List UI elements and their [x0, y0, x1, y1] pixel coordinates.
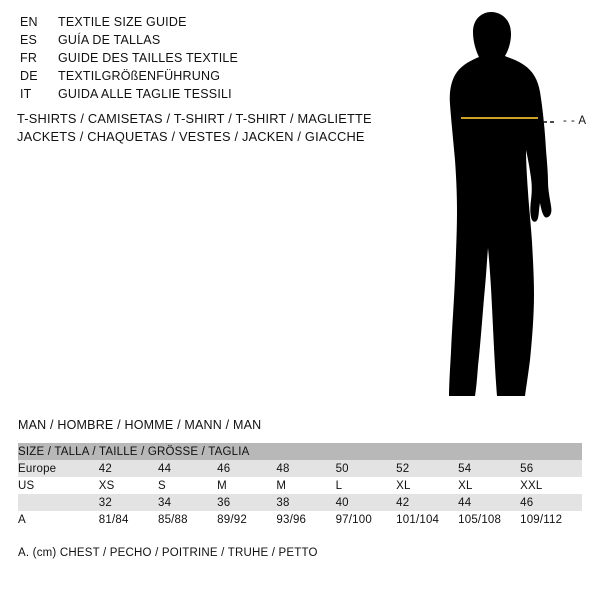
language-row [20, 69, 380, 87]
language-row [20, 33, 380, 51]
row-label: US [18, 479, 35, 492]
language-text: GUIDE DES TAILLES TEXTILE [58, 51, 239, 65]
category-jackets: JACKETS / CHAQUETAS / VESTES / JACKEN / GIACCHE [17, 129, 365, 144]
category-tshirts: T-SHIRTS / CAMISETAS / T-SHIRT / T-SHIRT / MAGLIETTE [17, 111, 372, 126]
language-row [20, 51, 380, 69]
language-code: FR [20, 51, 38, 65]
cell: 44 [458, 496, 472, 509]
cell: 54 [458, 462, 472, 475]
cell: 97/100 [335, 513, 372, 526]
language-text: GUÍA DE TALLAS [58, 33, 161, 47]
measure-label-a: - - A [563, 115, 587, 127]
table-header-label: SIZE / TALLA / TAILLE / GRÖSSE / TAGLIA [18, 445, 250, 458]
language-row [20, 15, 380, 33]
cell: 44 [157, 462, 172, 475]
cell: 56 [520, 462, 534, 475]
cell: XL [458, 479, 473, 492]
language-list [20, 15, 380, 105]
cell: XXL [520, 479, 543, 492]
cell: 89/92 [217, 513, 247, 526]
cell: 38 [276, 496, 290, 509]
cell: XS [98, 479, 115, 492]
table-row [18, 477, 582, 494]
cell: XL [396, 479, 411, 492]
cell: 32 [98, 496, 112, 509]
language-text: GUIDA ALLE TAGLIE TESSILI [58, 87, 232, 101]
language-code: EN [20, 15, 38, 29]
language-text: TEXTILE SIZE GUIDE [58, 15, 187, 29]
cell: 40 [335, 496, 349, 509]
cell: 85/88 [157, 513, 188, 526]
cell: 36 [217, 496, 231, 509]
cell: 109/112 [520, 513, 563, 526]
cell: 42 [396, 496, 410, 509]
cell: 50 [335, 462, 349, 475]
table-title: MAN / HOMBRE / HOMME / MANN / MAN [18, 418, 262, 432]
language-text: TEXTILGRÖßENFÜHRUNG [58, 69, 221, 83]
table-header-row [18, 443, 582, 460]
silhouette-icon [395, 10, 600, 405]
cell: 46 [217, 462, 231, 475]
cell: 42 [98, 462, 112, 475]
language-code: DE [20, 69, 38, 83]
row-label: A [18, 513, 26, 526]
cell: 48 [276, 462, 290, 475]
cell: 34 [157, 496, 172, 509]
language-row [20, 87, 380, 105]
cell: 105/108 [458, 513, 502, 526]
table-row [18, 494, 582, 511]
cell: S [157, 479, 166, 492]
table-row [18, 460, 582, 477]
language-code: ES [20, 33, 38, 47]
cell: 93/96 [276, 513, 307, 526]
man-silhouette-figure [395, 10, 600, 405]
row-label [18, 494, 99, 511]
table-row [18, 511, 582, 528]
cell: M [217, 479, 227, 492]
cell: L [335, 479, 343, 492]
cell: 46 [520, 496, 534, 509]
cell: 101/104 [396, 513, 440, 526]
cell: 81/84 [98, 513, 129, 526]
cell: 52 [396, 462, 410, 475]
category-list [17, 110, 417, 146]
footnote: A. (cm) CHEST / PECHO / POITRINE / TRUHE / PETTO [18, 547, 318, 559]
size-table [18, 443, 582, 528]
row-label: Europe [18, 462, 57, 475]
language-code: IT [20, 87, 32, 101]
cell: M [276, 479, 287, 492]
